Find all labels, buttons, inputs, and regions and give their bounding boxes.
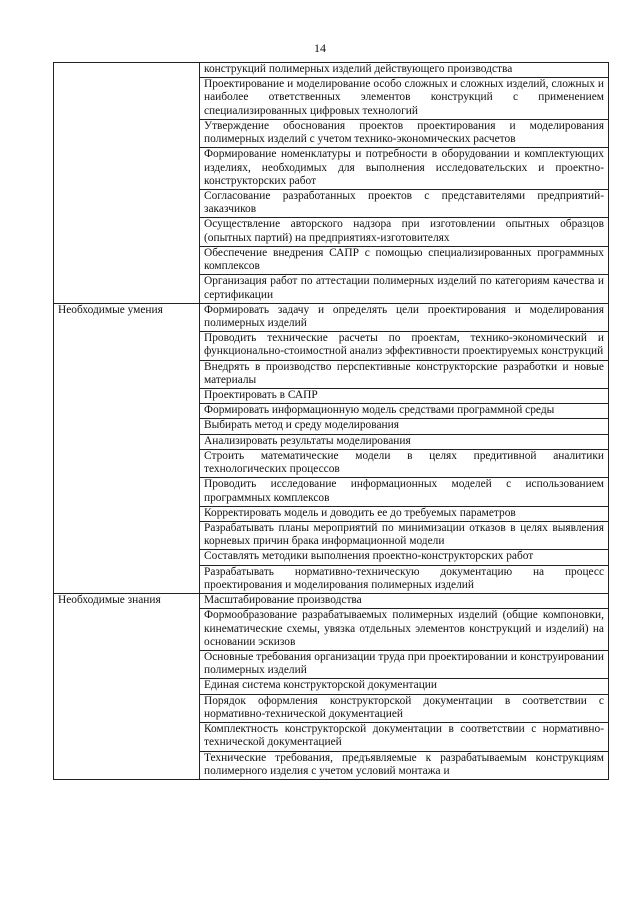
page-number: 14 [314, 41, 326, 55]
requirement-item: Внедрять в производство перспективные конструкторские разработки и новые материалы [200, 360, 609, 388]
requirement-item: Выбирать метод и среду моделирования [200, 419, 609, 434]
requirement-item: Проектирование и моделирование особо сложных и сложных изделий, сложных и наиболее ответственных элементов конструкций с применением специализированных цифровых технологий [200, 78, 609, 120]
requirement-item: Проводить исследование информационных моделей с использованием программных комплексов [200, 478, 609, 506]
requirement-item: Разрабатывать нормативно-техническую документацию на процесс проектирования и моделирования полимерных изделий [200, 565, 609, 593]
table-row [54, 303, 609, 331]
requirement-item: Формировать задачу и определять цели проектирования и моделирования полимерных изделий [200, 303, 609, 331]
requirement-item: Формирование номенклатуры и потребности в оборудовании и комплектующих изделиях, необходимых для выполнения исследовательских и проектно-конструкторских работ [200, 148, 609, 190]
requirement-item: Утверждение обоснования проектов проектирования и моделирования полимерных изделий с учетом технико-экономических расчетов [200, 119, 609, 147]
requirement-item: Комплектность конструкторской документации в соответствии с нормативно-технической документацией [200, 723, 609, 751]
requirement-item: Обеспечение внедрения САПР с помощью специализированных программных комплексов [200, 246, 609, 274]
requirement-item: Организация работ по аттестации полимерных изделий по категориям качества и сертификации [200, 275, 609, 303]
requirement-item: Строить математические модели в целях предитивной аналитики технологических процессов [200, 449, 609, 477]
section-label: Необходимые знания [54, 594, 200, 780]
requirement-item: Проектировать в САПР [200, 389, 609, 404]
requirement-item: Разрабатывать планы мероприятий по минимизации отказов в целях выявления корневых причин брака информационной модели [200, 522, 609, 550]
requirement-item: Корректировать модель и доводить ее до требуемых параметров [200, 506, 609, 521]
requirement-item: Формировать информационную модель средствами программной среды [200, 404, 609, 419]
requirement-item: Согласование разработанных проектов с представителями предприятий-заказчиков [200, 189, 609, 217]
competency-table [53, 62, 609, 780]
requirement-item: Анализировать результаты моделирования [200, 434, 609, 449]
section-label: Необходимые умения [54, 303, 200, 593]
requirement-item: Проводить технические расчеты по проектам, технико-экономический и функционально-стоимостной анализ эффективности проектируемых конструкций [200, 332, 609, 360]
table-row [54, 63, 609, 78]
requirement-item: Основные требования организации труда при проектировании и конструировании полимерных изделий [200, 650, 609, 678]
requirement-item: Технические требования, предъявляемые к разрабатываемым конструкциям полимерного изделия с учетом условий монтажа и [200, 751, 609, 779]
requirement-item: Составлять методики выполнения проектно-конструкторских работ [200, 550, 609, 565]
requirement-item: Формообразование разрабатываемых полимерных изделий (общие компоновки, кинематические схемы, увязка отдельных элементов конструкций и изделий) на основании эскизов [200, 609, 609, 651]
section-label [54, 63, 200, 304]
requirement-item: конструкций полимерных изделий действующего производства [200, 63, 609, 78]
requirement-item: Осуществление авторского надзора при изготовлении опытных образцов (опытных партий) на предприятиях-изготовителях [200, 218, 609, 246]
requirement-item: Масштабирование производства [200, 594, 609, 609]
table-row [54, 594, 609, 609]
requirement-item: Единая система конструкторской документации [200, 679, 609, 694]
competency-table-body [54, 63, 609, 780]
requirement-item: Порядок оформления конструкторской документации в соответствии с нормативно-технической документацией [200, 694, 609, 722]
